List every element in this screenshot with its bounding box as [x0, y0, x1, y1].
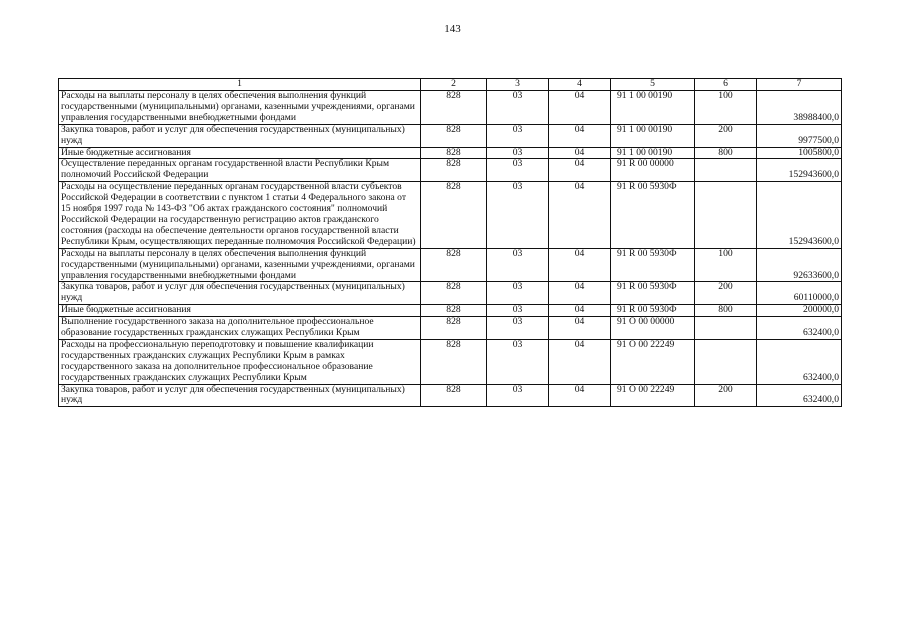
expense-type-code: 200 [695, 124, 757, 147]
target-article-code: 91 О 00 22249 [611, 384, 695, 407]
section-code: 03 [487, 182, 549, 248]
section-code: 03 [487, 159, 549, 182]
target-article-code: 91 1 00 00190 [611, 91, 695, 125]
ministry-code: 828 [421, 124, 487, 147]
ministry-code: 828 [421, 282, 487, 305]
ministry-code: 828 [421, 305, 487, 317]
section-code: 03 [487, 91, 549, 125]
table-row [59, 248, 842, 282]
expense-type-code: 100 [695, 248, 757, 282]
column-header: 2 [421, 79, 487, 91]
ministry-code: 828 [421, 248, 487, 282]
subsection-code: 04 [549, 282, 611, 305]
amount: 632400,0 [757, 384, 842, 407]
expense-type-code [695, 339, 757, 384]
item-description: Иные бюджетные ассигнования [59, 305, 421, 317]
target-article-code: 91 1 00 00190 [611, 124, 695, 147]
item-description: Расходы на осуществление переданных органам государственной власти субъектов Российской Федерации в соответствии с пунктом 1 статьи 4 Федерального закона от 15 ноября 1997 года № 143-ФЗ "Об актах гражданского состояния" полномочий Российской Федерации на государственную регистрацию актов гражданского состояния (расходы на обеспечение деятельности органов государственной власти Республики Крым, осуществляющих переданные полномочия Российской Федерации) [59, 182, 421, 248]
section-code: 03 [487, 317, 549, 340]
item-description: Осуществление переданных органам государственной власти Республики Крым полномочий Российской Федерации [59, 159, 421, 182]
item-description: Расходы на выплаты персоналу в целях обеспечения выполнения функций государственными (муниципальными) органами, казенными учреждениями, органами управления государственными внебюджетными фондами [59, 91, 421, 125]
subsection-code: 04 [549, 339, 611, 384]
target-article-code: 91 R 00 5930Ф [611, 182, 695, 248]
expense-type-code: 200 [695, 282, 757, 305]
section-code: 03 [487, 147, 549, 159]
ministry-code: 828 [421, 339, 487, 384]
table-row [59, 147, 842, 159]
ministry-code: 828 [421, 147, 487, 159]
ministry-code: 828 [421, 91, 487, 125]
subsection-code: 04 [549, 305, 611, 317]
ministry-code: 828 [421, 384, 487, 407]
subsection-code: 04 [549, 248, 611, 282]
amount: 1005800,0 [757, 147, 842, 159]
table-row [59, 124, 842, 147]
subsection-code: 04 [549, 124, 611, 147]
table-row [59, 317, 842, 340]
column-header: 6 [695, 79, 757, 91]
table-row [59, 282, 842, 305]
column-header: 7 [757, 79, 842, 91]
section-code: 03 [487, 124, 549, 147]
amount: 152943600,0 [757, 182, 842, 248]
column-header: 4 [549, 79, 611, 91]
amount: 60110000,0 [757, 282, 842, 305]
expense-type-code: 100 [695, 91, 757, 125]
amount: 200000,0 [757, 305, 842, 317]
amount: 9977500,0 [757, 124, 842, 147]
expense-type-code [695, 317, 757, 340]
subsection-code: 04 [549, 91, 611, 125]
item-description: Закупка товаров, работ и услуг для обеспечения государственных (муниципальных) нужд [59, 282, 421, 305]
table-header-row [59, 79, 842, 91]
table-row [59, 339, 842, 384]
expense-type-code: 200 [695, 384, 757, 407]
section-code: 03 [487, 384, 549, 407]
section-code: 03 [487, 282, 549, 305]
table-row [59, 182, 842, 248]
column-header: 3 [487, 79, 549, 91]
table-row [59, 91, 842, 125]
target-article-code: 91 R 00 5930Ф [611, 305, 695, 317]
ministry-code: 828 [421, 317, 487, 340]
item-description: Расходы на профессиональную переподготовку и повышение квалификации государственных гражданских служащих Республики Крым в рамках государственного заказа на дополнительное профессиональное образование государственных гражданских служащих Республики Крым [59, 339, 421, 384]
item-description: Расходы на выплаты персоналу в целях обеспечения выполнения функций государственными (муниципальными) органами, казенными учреждениями, органами управления государственными внебюджетными фондами [59, 248, 421, 282]
target-article-code: 91 О 00 00000 [611, 317, 695, 340]
subsection-code: 04 [549, 159, 611, 182]
amount: 632400,0 [757, 339, 842, 384]
subsection-code: 04 [549, 147, 611, 159]
target-article-code: 91 О 00 22249 [611, 339, 695, 384]
table-row [59, 384, 842, 407]
item-description: Иные бюджетные ассигнования [59, 147, 421, 159]
target-article-code: 91 R 00 00000 [611, 159, 695, 182]
amount: 38988400,0 [757, 91, 842, 125]
ministry-code: 828 [421, 159, 487, 182]
target-article-code: 91 R 00 5930Ф [611, 282, 695, 305]
expense-type-code: 800 [695, 147, 757, 159]
column-header: 5 [611, 79, 695, 91]
table-body [59, 91, 842, 407]
ministry-code: 828 [421, 182, 487, 248]
page-number: 143 [444, 23, 461, 35]
section-code: 03 [487, 339, 549, 384]
table-row [59, 305, 842, 317]
expense-type-code: 800 [695, 305, 757, 317]
subsection-code: 04 [549, 182, 611, 248]
budget-table [58, 78, 842, 407]
subsection-code: 04 [549, 317, 611, 340]
item-description: Закупка товаров, работ и услуг для обеспечения государственных (муниципальных) нужд [59, 384, 421, 407]
table-row [59, 159, 842, 182]
amount: 92633600,0 [757, 248, 842, 282]
expense-type-code [695, 159, 757, 182]
amount: 152943600,0 [757, 159, 842, 182]
section-code: 03 [487, 305, 549, 317]
item-description: Закупка товаров, работ и услуг для обеспечения государственных (муниципальных) нужд [59, 124, 421, 147]
expense-type-code [695, 182, 757, 248]
target-article-code: 91 1 00 00190 [611, 147, 695, 159]
target-article-code: 91 R 00 5930Ф [611, 248, 695, 282]
item-description: Выполнение государственного заказа на дополнительное профессиональное образование государственных гражданских служащих Республики Крым [59, 317, 421, 340]
subsection-code: 04 [549, 384, 611, 407]
section-code: 03 [487, 248, 549, 282]
amount: 632400,0 [757, 317, 842, 340]
column-header: 1 [59, 79, 421, 91]
